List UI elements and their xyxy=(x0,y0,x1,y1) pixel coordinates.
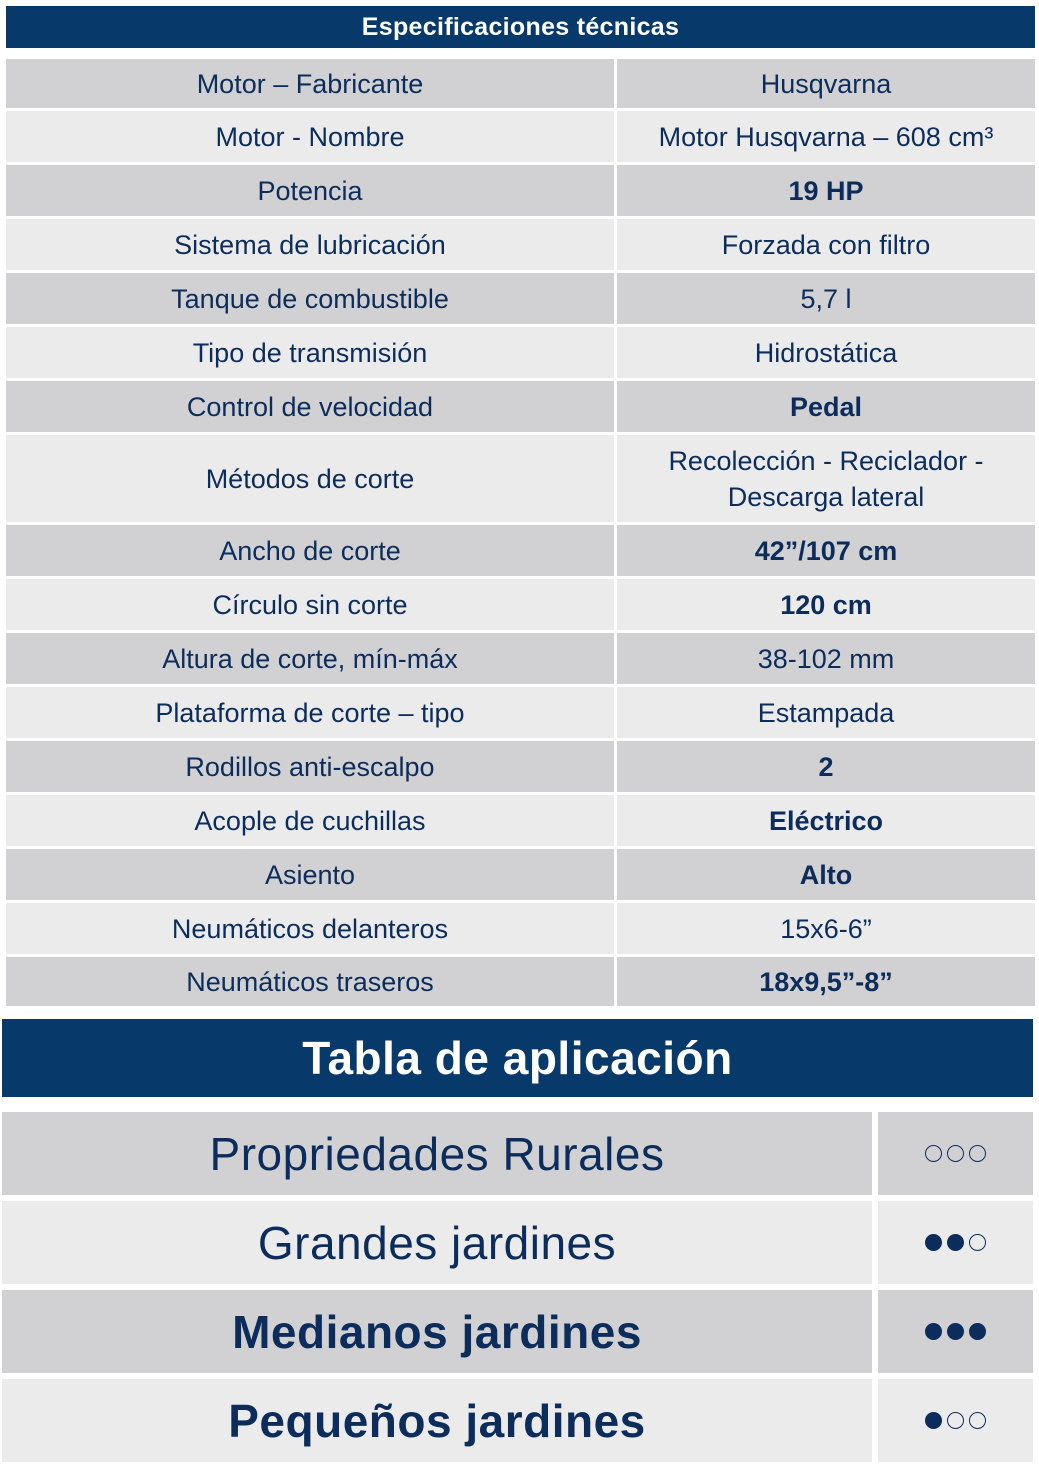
application-row xyxy=(2,1290,1033,1373)
spec-value: Pedal xyxy=(617,381,1035,432)
filled-dot-icon xyxy=(925,1412,942,1429)
spec-label: Motor – Fabricante xyxy=(6,59,614,108)
filled-dot-icon xyxy=(947,1234,964,1251)
spec-row xyxy=(6,327,1035,378)
filled-dot-icon xyxy=(947,1323,964,1340)
spec-row xyxy=(6,633,1035,684)
spec-row xyxy=(6,957,1035,1006)
spec-row xyxy=(6,59,1035,108)
specs-table xyxy=(6,59,1035,1009)
spec-label: Potencia xyxy=(6,165,614,216)
spec-label: Rodillos anti-escalpo xyxy=(6,741,614,792)
spec-row xyxy=(6,795,1035,846)
spec-value: 15x6-6” xyxy=(617,903,1035,954)
application-row xyxy=(2,1379,1033,1462)
filled-dot-icon xyxy=(969,1323,986,1340)
spec-value: Hidrostática xyxy=(617,327,1035,378)
application-label: Pequeños jardines xyxy=(2,1379,872,1462)
empty-dot-icon xyxy=(947,1145,964,1162)
spec-label: Neumáticos delanteros xyxy=(6,903,614,954)
empty-dot-icon xyxy=(969,1145,986,1162)
spec-row xyxy=(6,435,1035,522)
spec-label: Tanque de combustible xyxy=(6,273,614,324)
spec-row xyxy=(6,741,1035,792)
spec-label: Ancho de corte xyxy=(6,525,614,576)
application-label: Propriedades Rurales xyxy=(2,1112,872,1195)
application-label: Medianos jardines xyxy=(2,1290,872,1373)
rating-dots xyxy=(878,1201,1033,1284)
spec-value: Alto xyxy=(617,849,1035,900)
spec-row xyxy=(6,165,1035,216)
spec-value: 18x9,5”-8” xyxy=(617,957,1035,1006)
spec-row xyxy=(6,525,1035,576)
spec-label: Altura de corte, mín-máx xyxy=(6,633,614,684)
spec-label: Asiento xyxy=(6,849,614,900)
application-table xyxy=(2,1112,1033,1468)
spec-row xyxy=(6,849,1035,900)
application-title: Tabla de aplicación xyxy=(2,1019,1033,1097)
spec-row xyxy=(6,687,1035,738)
spec-label: Neumáticos traseros xyxy=(6,957,614,1006)
spec-label: Plataforma de corte – tipo xyxy=(6,687,614,738)
filled-dot-icon xyxy=(925,1323,942,1340)
spec-row xyxy=(6,381,1035,432)
spec-value: Forzada con filtro xyxy=(617,219,1035,270)
spec-row xyxy=(6,903,1035,954)
empty-dot-icon xyxy=(925,1145,942,1162)
spec-label: Acople de cuchillas xyxy=(6,795,614,846)
spec-value: Husqvarna xyxy=(617,59,1035,108)
spec-row xyxy=(6,579,1035,630)
spec-value: 42”/107 cm xyxy=(617,525,1035,576)
application-label: Grandes jardines xyxy=(2,1201,872,1284)
filled-dot-icon xyxy=(925,1234,942,1251)
spec-label: Tipo de transmisión xyxy=(6,327,614,378)
spec-value: Eléctrico xyxy=(617,795,1035,846)
empty-dot-icon xyxy=(969,1412,986,1429)
spec-row xyxy=(6,111,1035,162)
application-row xyxy=(2,1201,1033,1284)
rating-dots xyxy=(878,1112,1033,1195)
rating-dots xyxy=(878,1379,1033,1462)
spec-label: Motor - Nombre xyxy=(6,111,614,162)
spec-value: Estampada xyxy=(617,687,1035,738)
spec-value: 5,7 l xyxy=(617,273,1035,324)
empty-dot-icon xyxy=(947,1412,964,1429)
spec-label: Métodos de corte xyxy=(6,435,614,522)
spec-value: 19 HP xyxy=(617,165,1035,216)
spec-value: Motor Husqvarna – 608 cm³ xyxy=(617,111,1035,162)
specs-title: Especificaciones técnicas xyxy=(6,6,1035,48)
rating-dots xyxy=(878,1290,1033,1373)
spec-row xyxy=(6,219,1035,270)
empty-dot-icon xyxy=(969,1234,986,1251)
spec-label: Sistema de lubricación xyxy=(6,219,614,270)
application-row xyxy=(2,1112,1033,1195)
spec-row xyxy=(6,273,1035,324)
spec-value: Recolección - Reciclador - Descarga lateral xyxy=(617,435,1035,522)
spec-label: Círculo sin corte xyxy=(6,579,614,630)
spec-value: 2 xyxy=(617,741,1035,792)
spec-label: Control de velocidad xyxy=(6,381,614,432)
spec-value: 120 cm xyxy=(617,579,1035,630)
spec-value: 38-102 mm xyxy=(617,633,1035,684)
